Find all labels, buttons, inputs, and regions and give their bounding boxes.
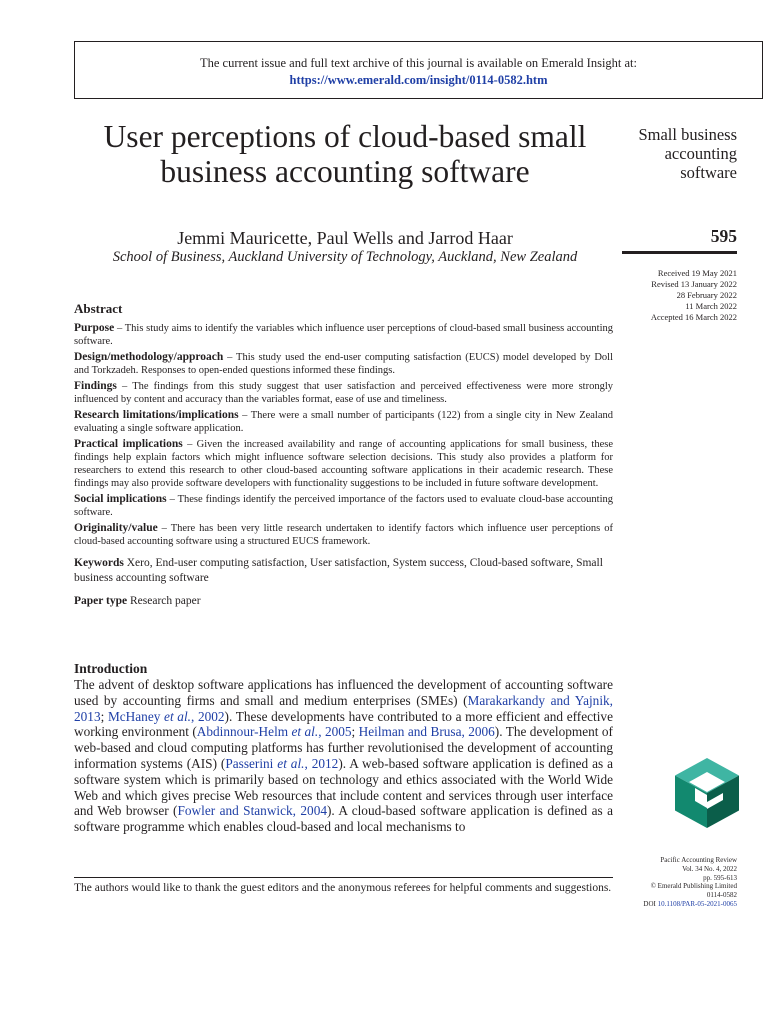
emerald-logo-icon: [675, 758, 739, 828]
date-received: Received 19 May 2021: [657, 268, 737, 278]
footnote-divider: [74, 877, 613, 878]
abstract-social: [74, 493, 613, 520]
abstract-text: – The findings from this study suggest that user satisfaction and perceived effectiveness were more strongly influenced by content and accuracy than the variables format, ease of use and timeliness.: [74, 380, 613, 405]
doi-link[interactable]: 10.1108/PAR-05-2021-0065: [657, 899, 737, 908]
date-revised-2: 28 February 2022: [676, 290, 737, 300]
abstract-label: Design/methodology/approach: [74, 350, 224, 363]
journal-pages: pp. 595-613: [703, 873, 737, 882]
paper-type-label: Paper type: [74, 594, 128, 607]
abstract-label: Findings: [74, 379, 117, 392]
paper-type-text: Research paper: [127, 594, 201, 607]
sidebar-divider: [622, 251, 737, 254]
article-history-dates: [615, 268, 737, 323]
paragraph-text: ;: [351, 724, 359, 740]
abstract-text: – There has been very little research undertaken to identify factors which influence user perceptions of cloud-based accounting software using a structured EUCS framework.: [74, 522, 613, 547]
citation-link[interactable]: Fowler and Stanwick, 2004: [177, 803, 327, 819]
abstract-purpose: [74, 322, 613, 349]
journal-publisher: © Emerald Publishing Limited: [650, 882, 737, 891]
journal-information: [615, 856, 737, 909]
page-number: 595: [710, 226, 737, 246]
date-accepted: Accepted 16 March 2022: [650, 312, 737, 322]
abstract-label: Research limitations/implications: [74, 408, 239, 421]
abstract-heading: Abstract: [74, 301, 123, 316]
archive-notice-box: [74, 41, 763, 99]
abstract-findings: [74, 380, 613, 407]
abstract-text: – This study used the end-user computing satisfaction (EUCS) model developed by Doll and Torkzadeh. Responses to open-ended questions informed these findings.: [74, 351, 613, 376]
journal-url-link[interactable]: https://www.emerald.com/insight/0114-0582.htm: [289, 73, 548, 87]
paper-type: [74, 595, 613, 608]
abstract-label: Purpose: [74, 321, 115, 334]
citation-link[interactable]: et al.: [291, 724, 319, 740]
citation-link[interactable]: Heilman and Brusa, 2006: [358, 724, 495, 740]
paragraph-text: ). A cloud-based software application is defined as a software programme which enables cloud-based and local mechanisms to: [74, 803, 613, 835]
citation-link[interactable]: et al.: [164, 708, 191, 724]
keywords: [74, 556, 613, 586]
citation-link[interactable]: Passerini: [225, 755, 278, 771]
citation-link[interactable]: et al.: [277, 755, 305, 771]
citation-link[interactable]: , 2012: [304, 755, 339, 771]
abstract-practical: [74, 438, 613, 491]
paragraph-text: The advent of desktop software applications has influenced the development of accounting software used by accounting firms and small and medium enterprises (SMEs) (: [74, 677, 613, 708]
abstract-text: – Given the increased availability and range of accounting applications for small business, these findings help explain factors which might influence software selection decisions. This study also provides a platform for researchers to extend this research to other cloud-based accounting software applications in their academic research. These findings may also provide software developers with functionality suggestions to be included in future software development.: [74, 438, 613, 489]
running-title: Small business accounting software: [638, 125, 737, 182]
abstract-text: – There were a small number of participants (122) from a single city in New Zealand evaluating a single software application.: [74, 409, 614, 434]
citation-link[interactable]: , 2002: [190, 708, 225, 724]
journal-volume: Vol. 34 No. 4, 2022: [682, 864, 737, 873]
date-revised-1: Revised 13 January 2022: [651, 279, 737, 289]
abstract-section: [74, 303, 613, 607]
citation-link[interactable]: Abdinnour-Helm: [196, 724, 292, 740]
date-revised-3: 11 March 2022: [685, 301, 737, 311]
abstract-limitations: [74, 409, 613, 436]
author-list: Jemmi Mauricette, Paul Wells and Jarrod Haar: [177, 228, 513, 248]
keywords-label: Keywords: [74, 556, 124, 569]
abstract-label: Practical implications: [74, 437, 183, 450]
paragraph-text: ). These developments have contributed to a more efficient and effective working environment (: [74, 708, 613, 740]
journal-name: Pacific Accounting Review: [660, 856, 737, 864]
abstract-label: Originality/value: [74, 521, 158, 534]
citation-link[interactable]: Marakarkandy and Yajnik, 2013: [74, 692, 613, 724]
archive-notice-text: The current issue and full text archive of this journal is available on Emerald Insight at:: [199, 56, 638, 70]
introduction-section: [74, 660, 613, 835]
author-affiliation: School of Business, Auckland University of Technology, Auckland, New Zealand: [112, 249, 578, 265]
doi-label: DOI: [643, 899, 656, 908]
citation-link[interactable]: , 2005: [318, 724, 352, 740]
abstract-text: – This study aims to identify the variables which influence user perceptions of cloud-based small business accounting software.: [74, 322, 613, 347]
acknowledgement-footnote: The authors would like to thank the guest editors and the anonymous referees for helpful comments and suggestions.: [74, 882, 612, 894]
citation-link[interactable]: McHaney: [107, 708, 165, 724]
keywords-text: Xero, End-user computing satisfaction, User satisfaction, System success, Cloud-based software, Small business accounting software: [74, 556, 603, 584]
abstract-design: [74, 351, 613, 378]
abstract-label: Social implications: [74, 492, 167, 505]
article-title: User perceptions of cloud-based small business accounting software: [103, 119, 587, 189]
abstract-originality: [74, 522, 613, 549]
paragraph-text: ;: [100, 708, 108, 724]
journal-doi: [615, 900, 737, 909]
paragraph-text: ). The development of web-based and cloud computing platforms has further revolutionised the development of accounting information systems (AIS) (: [74, 724, 613, 771]
introduction-heading: Introduction: [74, 661, 148, 676]
abstract-text: – These findings identify the perceived importance of the factors used to evaluate cloud-base accounting software.: [74, 493, 613, 518]
journal-issn: 0114-0582: [706, 891, 737, 900]
introduction-paragraph: [74, 677, 613, 835]
paragraph-text: ). A web-based software application is defined as a software system which is primarily based on technology and ethics associated with the World Wide Web and which gives precise Web resources that include content and services through user interface and Web browser (: [74, 755, 613, 819]
